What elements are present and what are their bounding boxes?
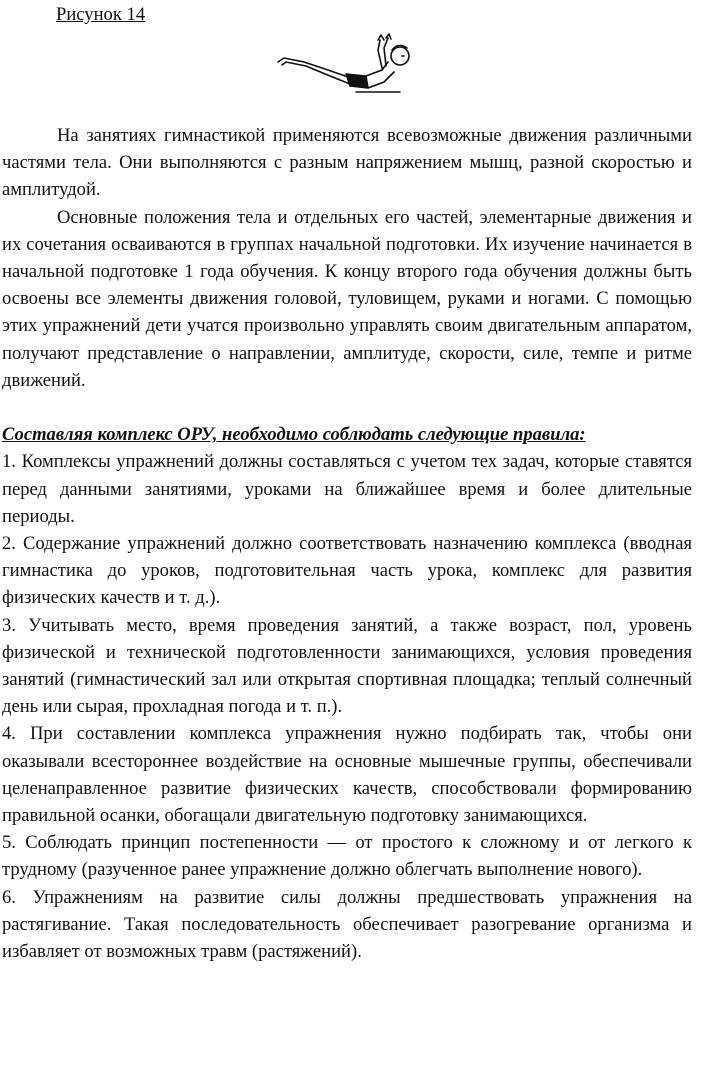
rule-item: 4. При составлении комплекса упражнения нужно подбирать так, чтобы они оказывали всестороннее воздействие на основные мышечные группы, обеспечивали целенаправленное развитие физических качеств, способствовали формированию правильной осанки, обогащали двигательную подготовку занимающихся. bbox=[2, 723, 692, 827]
paragraph-2: Основные положения тела и отдельных его частей, элементарные движения и их сочетания осваиваются в группах начальной подготовки. Их изучение начинается в начальной подготовке 1 года обучения. К концу второго года обучения должны быть освоены все элементы движения головой, туловищем, руками и ногами. С помощью этих упражнений дети учатся произвольно управлять своим двигательным аппаратом, получают представление о направлении, амплитуде, скорости, силе, темпе и ритме движений. bbox=[2, 206, 692, 391]
figure-caption: Рисунок 14 bbox=[56, 4, 146, 25]
rules-list bbox=[2, 448, 692, 965]
rule-item: 2. Содержание упражнений должно соответствовать назначению комплекса (вводная гимнастика до уроков, подготовительная часть урока, комплекс для развития физических качеств и т. д.). bbox=[2, 533, 692, 609]
blank-line bbox=[2, 394, 692, 421]
rule-item: 3. Учитывать место, время проведения занятий, а также возраст, пол, уровень физической и технической подготовленности занимающихся, условия проведения занятий (гимнастический зал или открытая спортивная площадка; теплый солнечный день или сырая, прохладная погода и т. п.). bbox=[2, 614, 692, 718]
gymnast-lying-back-bend-icon bbox=[270, 32, 420, 98]
rule-item: 6. Упражнениям на развитие силы должны предшествовать упражнения на растягивание. Такая последовательность обеспечивает разогревание организма и избавляет от возможных травм (растяжений). bbox=[2, 886, 692, 963]
rules-heading: Составляя комплекс ОРУ, необходимо соблюдать следующие правила: bbox=[2, 424, 586, 446]
paragraph-1: На занятиях гимнастикой применяются всевозможные движения различными частями тела. Они выполняются с разным напряжением мышц, разной скоростью и амплитудой. bbox=[2, 125, 692, 201]
rule-item: 1. Комплексы упражнений должны составляться с учетом тех задач, которые ставятся перед данными занятиями, уроками на ближайшее время и более длительные периоды. bbox=[2, 451, 692, 527]
rule-item: 5. Соблюдать принцип постепенности — от простого к сложному и от легкого к трудному (разученное ранее упражнение должно облегчать выполнение нового). bbox=[2, 832, 692, 881]
document-body bbox=[2, 122, 692, 965]
